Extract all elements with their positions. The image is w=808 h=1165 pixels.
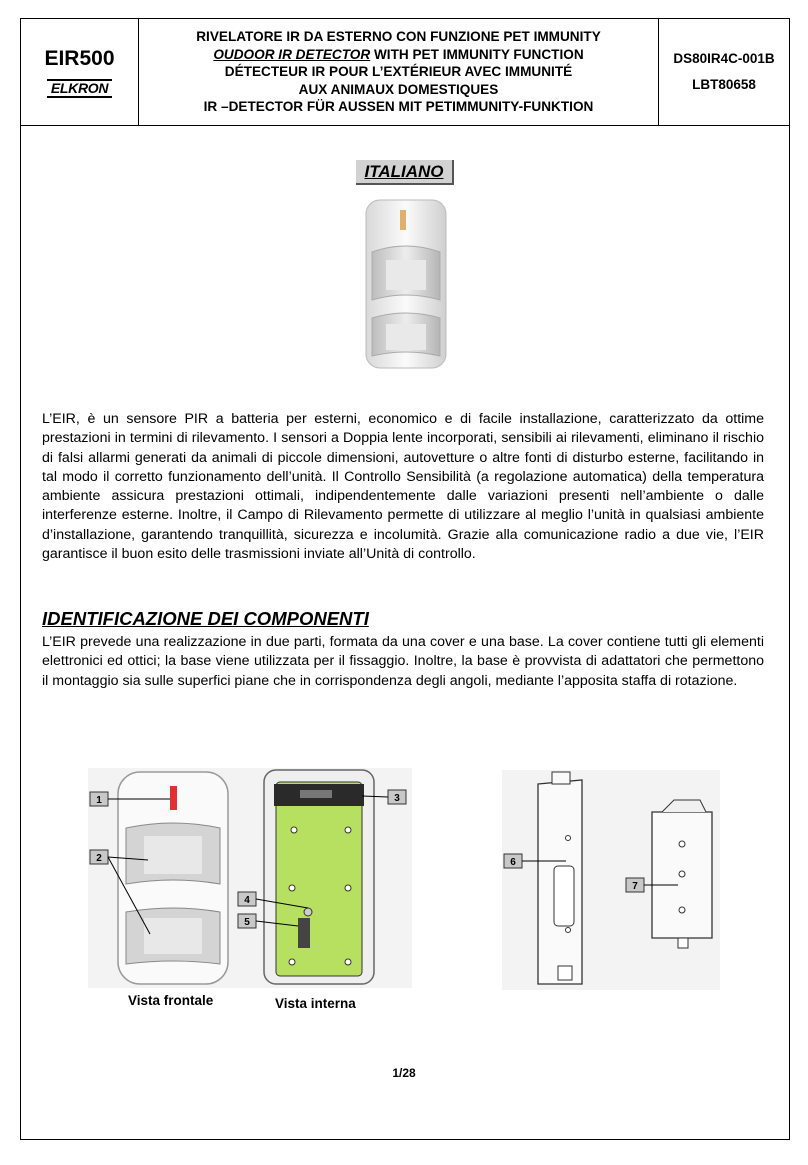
callout-5: 5 — [244, 917, 250, 928]
brand-logo: ELKRON — [47, 79, 112, 98]
title-line-fr-2: AUX ANIMAUX DOMESTIQUES — [298, 81, 499, 97]
bracket-diagram — [502, 770, 720, 990]
language-heading: ITALIANO — [356, 160, 454, 185]
potentiometer — [304, 908, 312, 916]
title-line-de: IR –DETECTOR FÜR AUSSEN MIT PETIMMUNITY-FUNKTION — [203, 99, 594, 115]
part-code: LBT80658 — [692, 77, 756, 92]
callout-7: 7 — [632, 881, 638, 892]
callout-3: 3 — [394, 793, 400, 804]
model-name: EIR500 — [44, 46, 115, 70]
header-table — [20, 18, 790, 126]
header-title-cell — [139, 19, 659, 125]
caption-internal-view: Vista interna — [275, 996, 356, 1011]
header-model-cell — [21, 19, 139, 125]
title-line-en — [213, 46, 583, 64]
callout-2: 2 — [96, 853, 102, 864]
section-heading: IDENTIFICAZIONE DEI COMPONENTI — [42, 608, 369, 629]
caption-front-view: Vista frontale — [128, 993, 214, 1008]
page-number: 1/28 — [392, 1066, 416, 1080]
title-line-it: RIVELATORE IR DA ESTERNO CON FUNZIONE PET IMMUNITY — [196, 29, 601, 45]
intro-paragraph: L’EIR, è un sensore PIR a batteria per esterni, economico e di facile installazione, caratterizzato da ottime prestazioni in termini di rilevamento. I sensori a Doppia lente incorporati, sensibili ai rilevamenti, eliminano il rischio di falsi allarmi generati da animali di piccole dimensioni, autovetture o altre fonti di disturbo esterne, facilitando in tal modo il corretto funzionamento dell’unità. Il Controllo Sensibilità (a regolazione automatica) della temperatura ambiente assicura prestazioni ottimali, indipendentemente dalle variazioni presenti nell’ambiente o dalle interferenze esterne. Inoltre, il Campo di Rilevamento permette di utilizzare al meglio l’unità in qualsiasi ambiente d’installazione, garantendo tranquillità, sicurezza e incolumità. Grazie alla comunicazione radio a due vie, l’EIR garantisce il buon esito delle trasmissioni inviate all’Unità di controllo. — [42, 411, 764, 563]
title-line-fr-1: DÉTECTEUR IR POUR L’EXTÉRIEUR AVEC IMMUNITÉ — [224, 64, 573, 80]
led-indicator — [170, 786, 177, 810]
title-line-en-prefix: OUDOOR IR DETECTOR — [213, 46, 371, 62]
section-paragraph: L’EIR prevede una realizzazione in due parti, formata da una cover e una base. La cover contiene tutti gli elementi elettronici ed ottici; la base viene utilizzata per il fissaggio. Inoltre, la base è provvista di adattatori che permettono il montaggio sia sulle superfici piane che in corrispondenza degli angoli, mediante l’apposita staffa di rotazione. — [42, 634, 764, 689]
doc-code: DS80IR4C-001B — [673, 51, 775, 66]
callout-6: 6 — [510, 857, 516, 868]
title-line-en-rest: WITH PET IMMUNITY FUNCTION — [373, 46, 584, 62]
dip-switch — [298, 918, 310, 948]
internal-view-diagram — [236, 768, 412, 988]
callout-1: 1 — [96, 795, 102, 806]
callout-4: 4 — [244, 895, 250, 906]
product-photo — [362, 196, 452, 372]
header-code-cell — [659, 19, 789, 125]
